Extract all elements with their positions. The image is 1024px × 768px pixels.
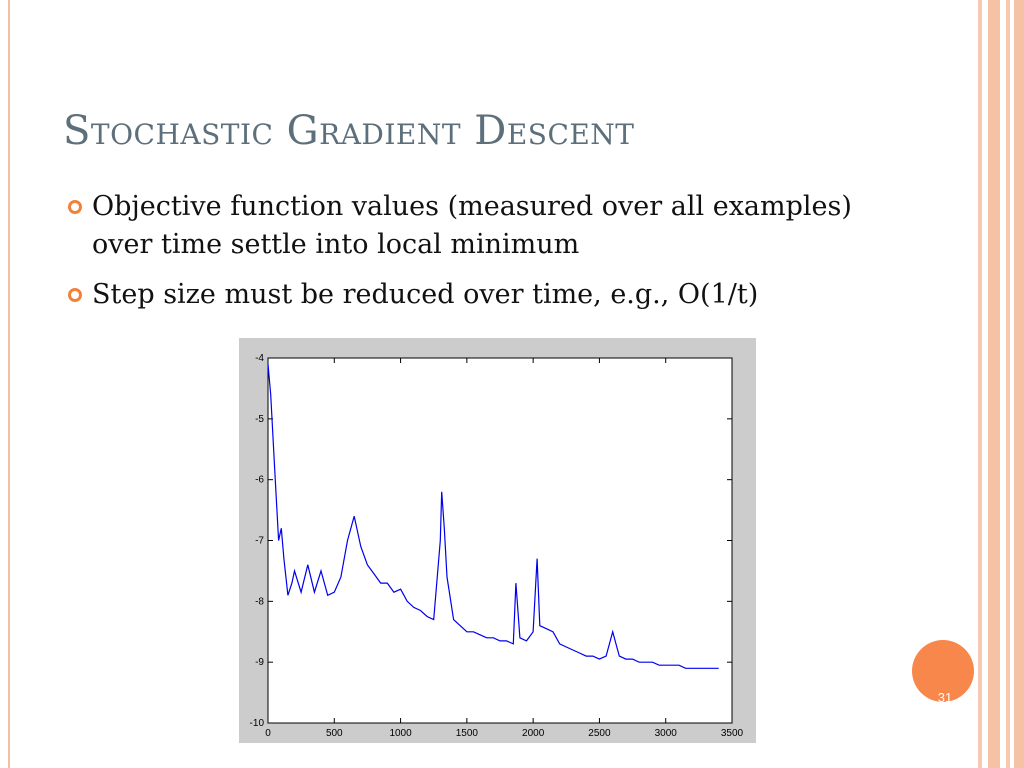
y-tick-label: -8 bbox=[255, 596, 264, 608]
x-tick-label: 500 bbox=[325, 728, 343, 739]
y-tick-label: -9 bbox=[255, 657, 264, 669]
right-decorative-band bbox=[1006, 0, 1010, 768]
x-tick-label: 1000 bbox=[389, 728, 412, 739]
plot-area bbox=[268, 358, 732, 723]
right-decorative-band bbox=[988, 0, 1000, 768]
x-tick-label: 2000 bbox=[522, 728, 545, 739]
slide-title: Stochastic Gradient Descent bbox=[63, 108, 635, 154]
y-tick-label: -7 bbox=[255, 535, 264, 547]
x-tick-label: 2500 bbox=[588, 728, 611, 739]
y-tick-label: -6 bbox=[255, 474, 264, 486]
bullet-list bbox=[68, 188, 888, 326]
x-tick-label: 3000 bbox=[654, 728, 677, 739]
x-tick-label: 1500 bbox=[455, 728, 478, 739]
bullet-text: Step size must be reduced over time, e.g., O(1/t) bbox=[92, 279, 759, 310]
y-tick-label: -4 bbox=[255, 353, 264, 364]
bullet-circle-icon bbox=[68, 288, 82, 302]
y-tick-label: -5 bbox=[255, 413, 264, 425]
bullet-circle-icon bbox=[68, 200, 82, 214]
right-decorative-band bbox=[978, 0, 982, 768]
x-tick-label: 3500 bbox=[720, 728, 744, 739]
bullet-item bbox=[68, 188, 888, 264]
x-tick-label: 0 bbox=[265, 728, 271, 739]
y-tick-label: -10 bbox=[249, 718, 264, 729]
objective-plot bbox=[239, 338, 756, 743]
bullet-item bbox=[68, 276, 888, 314]
left-decorative-line bbox=[8, 0, 10, 768]
page-number: 31 bbox=[937, 690, 953, 705]
objective-plot-figure bbox=[239, 338, 756, 743]
bullet-text: Objective function values (measured over all examples) over time settle into local minimum bbox=[92, 191, 852, 260]
right-decorative-band bbox=[1014, 0, 1024, 768]
